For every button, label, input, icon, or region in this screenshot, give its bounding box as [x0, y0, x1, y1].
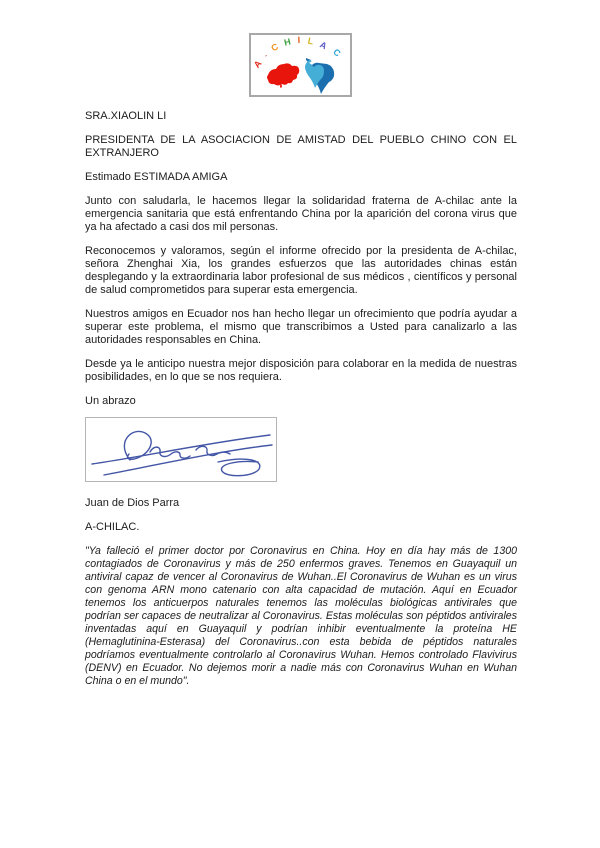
- paragraph-1: Junto con saludarla, le hacemos llegar la solidaridad fraterna de A-chilac ante la emergencia sanitaria que está enfrentando China por la aparición del corona virus que ya ha afectado a casi dos mil personas.: [85, 195, 517, 233]
- signer-name: Juan de Dios Parra: [85, 497, 180, 509]
- signature-strokes: [86, 418, 276, 481]
- logo-letter: C: [330, 46, 343, 59]
- paragraph-3: Nuestros amigos en Ecuador nos han hecho llegar un ofrecimiento que podría ayudar a superar este problema, el mismo que transcribimos a Usted para canalizarlo a las autoridades responsables en China.: [85, 308, 517, 346]
- letter-body: [0, 110, 600, 688]
- signature-image: [85, 417, 277, 482]
- logo-letter: H: [282, 36, 292, 48]
- achilac-logo-art: [251, 35, 350, 95]
- logo-letter: -: [263, 53, 269, 60]
- paragraph-4: Desde ya le anticipo nuestra mejor disposición para colaborar en la medida de nuestras posibilidades, en lo que se nos requiera.: [85, 358, 517, 383]
- closing-line: Un abrazo: [85, 395, 136, 407]
- paragraph-2: Reconocemos y valoramos, según el informe ofrecido por la presidenta de A-chilac, señora Zhenghai Xia, los grandes esfuerzos que las autoridades chinas están desplegando y la extraordinaria labor profesional de sus médicos , científicos y personal de salud comprometidos para superar esta emergencia.: [85, 245, 517, 296]
- signer-organization: A-CHILAC.: [85, 521, 140, 533]
- achilac-logo: [249, 33, 352, 97]
- quote-paragraph: "Ya falleció el primer doctor por Coronavirus en China. Hoy en día hay más de 1300 contagiados de Coronavirus y más de 250 enfermos graves. Tenemos en Guayaquil un antiviral capaz de vencer al Coronavirus de Wuhan..El Coronavirus de Wuhan es un virus con genoma ARN mono catenario con alta capacidad de mutación. Aquí en Ecuador tenemos los anticuerpos naturales tenemos las moléculas biológicas antivirales que podrían ser capaces de neutralizar al Coronavirus. Estas moléculas son péptidos antivirales inventadas aquí en Guayaquil y podrían inhibir eventualmente la proteína HE (Hemaglutinina-Esterasa) del Coronavirus..con esta bebida de péptidos naturales podríamos eventualmente controlarlo al Coronavirus Wuhan. Hemos controlado Flavivirus (DENV) en Ecuador. No dejemos morir a nadie más con Coronavirus Wuhan en Wuhan China o en el mundo".: [85, 545, 517, 687]
- recipient-name: SRA.XIAOLIN LI: [85, 110, 167, 122]
- china-map-icon: [267, 63, 299, 88]
- logo-letter: C: [268, 41, 280, 54]
- logo-letter: I: [296, 35, 300, 46]
- salutation: Estimado ESTIMADA AMIGA: [85, 171, 228, 183]
- logo-letter: L: [306, 35, 314, 47]
- logo-letter: A: [317, 39, 328, 52]
- logo-letter: A: [251, 58, 264, 70]
- recipient-title: PRESIDENTA DE LA ASOCIACION DE AMISTAD DEL PUEBLO CHINO CON EL EXTRANJERO: [85, 134, 517, 159]
- logo-container: [0, 0, 600, 97]
